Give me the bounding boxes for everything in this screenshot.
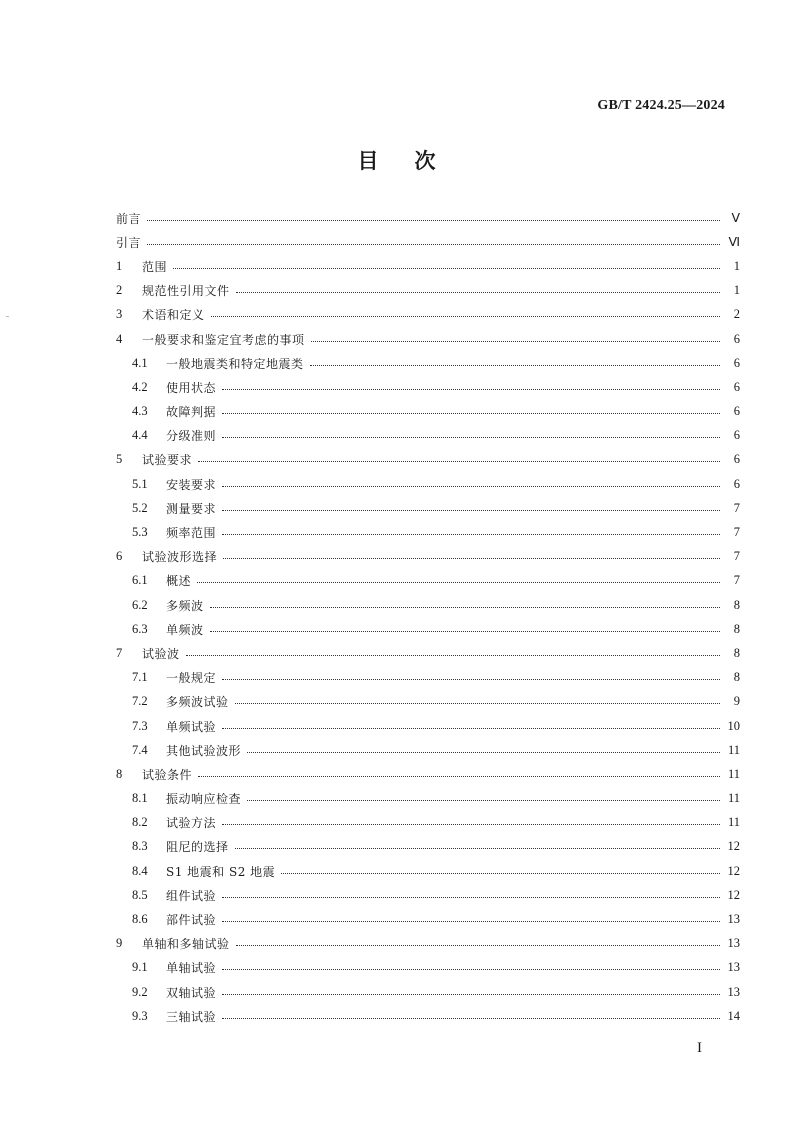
toc-entry-page: Ⅴ (731, 211, 740, 226)
toc-dot-leader (186, 655, 720, 656)
toc-entry-number: 8.6 (132, 912, 148, 927)
toc-entry-page: 13 (727, 960, 740, 975)
toc-entry-page: 1 (733, 283, 740, 298)
toc-dot-leader (222, 921, 720, 922)
toc-dot-leader (222, 413, 720, 414)
toc-entry-title: 振动响应检查 (166, 792, 242, 807)
toc-entry-page: 13 (727, 984, 740, 999)
toc-entry-page: 8 (733, 645, 740, 660)
toc-entry-page: 13 (727, 936, 740, 951)
toc-entry-page: 2 (733, 307, 740, 322)
toc-dot-leader (235, 703, 720, 704)
toc-entry-number: 8.4 (132, 863, 148, 878)
toc-dot-leader (223, 558, 720, 559)
toc-entry[interactable] (116, 375, 740, 399)
toc-entry-page: 7 (733, 525, 740, 540)
toc-entry-number: 9.1 (132, 960, 148, 975)
toc-entry-number: 4.1 (132, 355, 148, 370)
toc-entry-number: 8.3 (132, 839, 148, 854)
toc-entry-title: 试验波 (142, 646, 180, 661)
toc-entry-title: 多频波 (166, 598, 204, 613)
toc-entry[interactable] (116, 496, 740, 520)
toc-entry-title: 单轴和多轴试验 (142, 937, 230, 952)
toc-entry[interactable] (116, 956, 740, 980)
toc-entry-title: 安装要求 (166, 477, 217, 492)
toc-dot-leader (236, 945, 720, 946)
toc-entry-number: 6.1 (132, 573, 148, 588)
toc-entry-number: 4.4 (132, 428, 148, 443)
toc-entry-number: 8.1 (132, 791, 148, 806)
toc-entry-page: 8 (733, 597, 740, 612)
toc-dot-leader (147, 244, 720, 245)
toc-entry-title: 试验条件 (142, 767, 193, 782)
page-number: I (697, 1040, 702, 1056)
toc-entry-page: 12 (727, 863, 740, 878)
toc-entry-number: 9 (116, 936, 123, 951)
toc-entry-page: 8 (733, 670, 740, 685)
toc-entry-page: 7 (733, 549, 740, 564)
toc-entry-title: 范围 (142, 259, 168, 274)
toc-entry-page: 12 (727, 887, 740, 902)
toc-entry[interactable] (116, 230, 740, 254)
toc-entry[interactable] (116, 907, 740, 931)
toc-entry-page: 14 (727, 1008, 740, 1023)
toc-entry-page: 6 (733, 452, 740, 467)
toc-entry-page: 7 (733, 500, 740, 515)
toc-dot-leader (222, 969, 720, 970)
toc-dot-leader (197, 582, 720, 583)
toc-entry[interactable] (116, 762, 740, 786)
toc-dot-leader (236, 292, 720, 293)
toc-entry[interactable] (116, 206, 740, 230)
toc-entry-title: 术语和定义 (142, 308, 205, 323)
toc-entry-number: 8 (116, 766, 123, 781)
toc-entry-page: 11 (727, 742, 740, 757)
toc-entry-number: 4 (116, 331, 123, 346)
toc-dot-leader (310, 365, 720, 366)
toc-entry-number: 6.2 (132, 597, 148, 612)
toc-entry-number: 6.3 (132, 621, 148, 636)
toc-dot-leader (198, 776, 720, 777)
toc-entry-number: 4.3 (132, 404, 148, 419)
toc-entry-number: 8.5 (132, 887, 148, 902)
toc-dot-leader (222, 510, 720, 511)
toc-dot-leader (235, 848, 720, 849)
toc-entry-title: S1 地震和 S2 地震 (166, 864, 276, 879)
toc-entry[interactable] (116, 424, 740, 448)
toc-entry-number: 1 (116, 258, 123, 273)
table-of-contents (116, 206, 740, 1028)
toc-entry-page: 8 (733, 621, 740, 636)
toc-dot-leader (222, 679, 720, 680)
toc-entry[interactable] (116, 327, 740, 351)
toc-dot-leader (198, 461, 720, 462)
toc-entry[interactable] (116, 980, 740, 1004)
toc-entry[interactable] (116, 448, 740, 472)
page-title: 目次 (357, 149, 472, 173)
toc-entry-page: 6 (733, 428, 740, 443)
toc-entry[interactable] (116, 351, 740, 375)
toc-dot-leader (247, 752, 720, 753)
toc-entry-page: 6 (733, 355, 740, 370)
toc-entry[interactable] (116, 1004, 740, 1028)
toc-entry[interactable] (116, 738, 740, 762)
toc-entry-number: 2 (116, 283, 123, 298)
toc-entry-title: 一般要求和鉴定宜考虑的事项 (142, 332, 305, 347)
toc-dot-leader (222, 389, 720, 390)
toc-entry-title: 单频波 (166, 622, 204, 637)
toc-dot-leader (222, 897, 720, 898)
toc-entry-title: 分级准则 (166, 429, 217, 444)
toc-entry-page: 10 (727, 718, 740, 733)
toc-entry-number: 5.2 (132, 500, 148, 515)
toc-dot-leader (222, 534, 720, 535)
toc-entry-page: 1 (733, 258, 740, 273)
toc-dot-leader (210, 607, 720, 608)
scan-margin-mark (6, 316, 9, 317)
toc-entry[interactable] (116, 520, 740, 544)
toc-entry-title: 规范性引用文件 (142, 284, 230, 299)
toc-entry-title: 前言 (116, 211, 142, 226)
toc-entry-number: 9.2 (132, 984, 148, 999)
toc-entry-number: 8.2 (132, 815, 148, 830)
toc-entry-title: 引言 (116, 235, 142, 250)
toc-entry-title: 阻尼的选择 (166, 840, 229, 855)
toc-entry-title: 测量要求 (166, 501, 217, 516)
toc-entry[interactable] (116, 811, 740, 835)
toc-entry[interactable] (116, 617, 740, 641)
toc-entry-page: 11 (727, 791, 740, 806)
toc-entry-page: 11 (727, 766, 740, 781)
toc-entry-number: 7.4 (132, 742, 148, 757)
toc-entry-number: 6 (116, 549, 123, 564)
toc-entry-page: 11 (727, 815, 740, 830)
toc-entry[interactable] (116, 666, 740, 690)
toc-dot-leader (173, 268, 720, 269)
toc-entry-number: 7.2 (132, 694, 148, 709)
toc-dot-leader (247, 800, 720, 801)
toc-entry-title: 试验要求 (142, 453, 193, 468)
toc-entry-title: 一般地震类和特定地震类 (166, 356, 304, 371)
toc-entry-title: 故障判据 (166, 405, 217, 420)
toc-dot-leader (222, 486, 720, 487)
toc-entry-page: 12 (727, 839, 740, 854)
toc-entry[interactable] (116, 569, 740, 593)
toc-entry[interactable] (116, 279, 740, 303)
toc-entry-title: 双轴试验 (166, 985, 217, 1000)
toc-entry-page: 6 (733, 331, 740, 346)
toc-entry-title: 三轴试验 (166, 1009, 217, 1024)
toc-entry-title: 多频波试验 (166, 695, 229, 710)
toc-entry[interactable] (116, 714, 740, 738)
toc-entry-page: 7 (733, 573, 740, 588)
standard-number: GB/T 2424.25—2024 (597, 98, 725, 113)
toc-dot-leader (222, 1018, 720, 1019)
toc-entry-number: 7 (116, 645, 123, 660)
toc-dot-leader (222, 824, 720, 825)
toc-entry[interactable] (116, 593, 740, 617)
toc-dot-leader (222, 994, 720, 995)
toc-entry[interactable] (116, 932, 740, 956)
toc-entry-page: 6 (733, 379, 740, 394)
toc-entry-title: 其他试验波形 (166, 743, 242, 758)
toc-entry-title: 概述 (166, 574, 192, 589)
toc-entry-number: 5.3 (132, 525, 148, 540)
toc-entry-number: 7.1 (132, 670, 148, 685)
toc-entry-title: 部件试验 (166, 913, 217, 928)
toc-entry-page: 9 (733, 694, 740, 709)
toc-entry-page: 6 (733, 404, 740, 419)
toc-entry-number: 4.2 (132, 379, 148, 394)
toc-entry-number: 9.3 (132, 1008, 148, 1023)
toc-entry[interactable] (116, 690, 740, 714)
toc-entry[interactable] (116, 472, 740, 496)
toc-entry-title: 组件试验 (166, 888, 217, 903)
toc-entry-title: 单轴试验 (166, 961, 217, 976)
toc-dot-leader (281, 873, 720, 874)
toc-entry-page: 13 (727, 912, 740, 927)
toc-dot-leader (311, 341, 720, 342)
toc-entry[interactable] (116, 835, 740, 859)
toc-entry[interactable] (116, 883, 740, 907)
toc-entry-page: Ⅵ (728, 235, 740, 250)
toc-entry[interactable] (116, 303, 740, 327)
toc-entry-page: 6 (733, 476, 740, 491)
toc-entry-number: 3 (116, 307, 123, 322)
toc-entry[interactable] (116, 400, 740, 424)
toc-dot-leader (147, 220, 720, 221)
toc-entry-title: 单频试验 (166, 719, 217, 734)
toc-entry-title: 频率范围 (166, 526, 217, 541)
toc-dot-leader (210, 631, 720, 632)
toc-entry-number: 7.3 (132, 718, 148, 733)
toc-dot-leader (222, 728, 720, 729)
toc-entry-number: 5 (116, 452, 123, 467)
toc-dot-leader (222, 437, 720, 438)
toc-entry[interactable] (116, 641, 740, 665)
toc-entry[interactable] (116, 254, 740, 278)
toc-entry-number: 5.1 (132, 476, 148, 491)
toc-entry-title: 试验波形选择 (142, 550, 218, 565)
toc-entry[interactable] (116, 787, 740, 811)
toc-entry[interactable] (116, 545, 740, 569)
toc-dot-leader (211, 316, 720, 317)
toc-entry-title: 一般规定 (166, 671, 217, 686)
toc-entry-title: 试验方法 (166, 816, 217, 831)
toc-entry-title: 使用状态 (166, 380, 217, 395)
toc-entry[interactable] (116, 859, 740, 883)
